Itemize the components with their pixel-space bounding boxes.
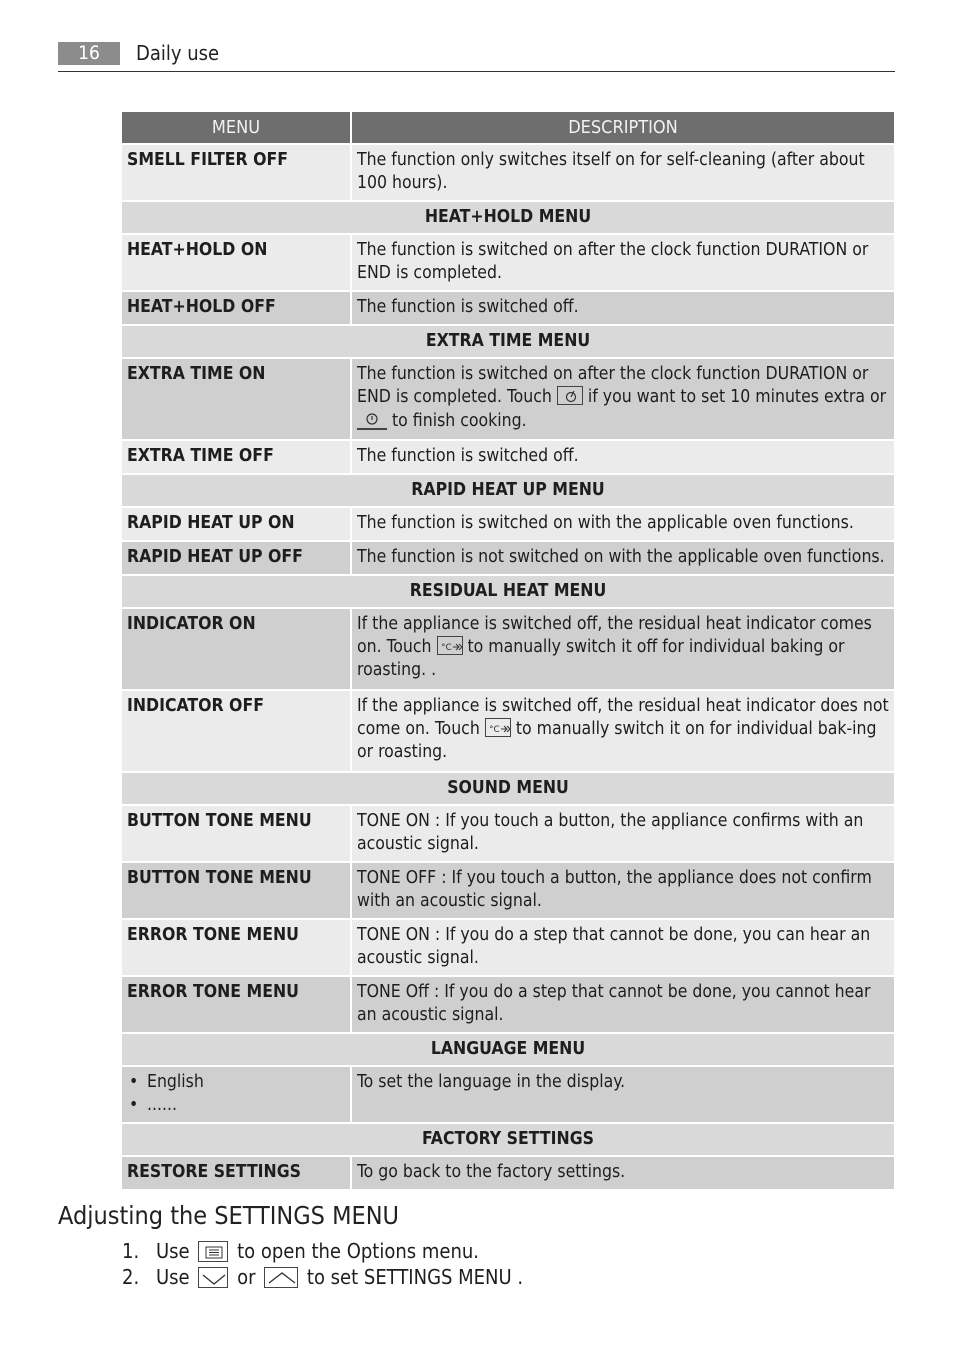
description-text: The function is switched on after the clock function DURATION or END is completed. Touch xyxy=(357,364,869,407)
down-arrow-icon xyxy=(198,1267,228,1288)
description-cell: The function only switches itself on for self-cleaning (after about 100 hours). xyxy=(352,145,894,200)
description-cell: To set the language in the display. xyxy=(352,1067,894,1122)
up-arrow-icon xyxy=(264,1267,298,1288)
table-row xyxy=(122,235,894,290)
table-row xyxy=(122,806,894,861)
description-cell: TONE Off : If you do a step that cannot be done, you cannot hear an acoustic signal. xyxy=(352,977,894,1032)
residual-heat-icon xyxy=(485,718,511,737)
section-heading: LANGUAGE MENU xyxy=(122,1034,894,1065)
menu-cell xyxy=(122,1067,350,1122)
section-row xyxy=(122,202,894,233)
description-cell: The function is switched on with the applicable oven functions. xyxy=(352,508,894,540)
description-cell: To go back to the factory settings. xyxy=(352,1157,894,1189)
menu-cell: ERROR TONE MENU xyxy=(122,977,350,1032)
menu-cell: BUTTON TONE MENU xyxy=(122,806,350,861)
step-text: to set SETTINGS MENU . xyxy=(306,1265,524,1289)
menu-cell: BUTTON TONE MENU xyxy=(122,863,350,918)
list-item xyxy=(122,1238,523,1264)
description-text: to manually switch it off for individual baking or roasting. . xyxy=(357,637,845,680)
menu-cell: INDICATOR OFF xyxy=(122,691,350,771)
section-heading: SOUND MENU xyxy=(122,773,894,804)
section-row xyxy=(122,576,894,607)
menu-cell: RAPID HEAT UP OFF xyxy=(122,542,350,574)
step-text: to open the Options menu. xyxy=(237,1239,479,1263)
options-icon xyxy=(198,1241,228,1262)
table-row xyxy=(122,1067,894,1122)
table-row xyxy=(122,863,894,918)
table-row xyxy=(122,441,894,473)
column-header-menu: MENU xyxy=(122,112,350,143)
menu-cell: HEAT+HOLD ON xyxy=(122,235,350,290)
table-row xyxy=(122,691,894,771)
section-title: Daily use xyxy=(136,41,220,65)
table-row xyxy=(122,977,894,1032)
description-cell: The function is switched off. xyxy=(352,441,894,473)
section-heading: EXTRA TIME MENU xyxy=(122,326,894,357)
description-cell: The function is not switched on with the applicable oven functions. xyxy=(352,542,894,574)
residual-heat-icon xyxy=(437,636,463,655)
step-text: or xyxy=(237,1265,256,1289)
section-heading: RAPID HEAT UP MENU xyxy=(122,475,894,506)
description-text: If the appliance is switched off, the residual heat indicator comes on. Touch xyxy=(357,614,872,657)
svg-text:°C: °C xyxy=(488,725,500,735)
description-cell: TONE OFF : If you touch a button, the appliance does not confirm with an acoustic signal. xyxy=(352,863,894,918)
menu-cell: INDICATOR ON xyxy=(122,609,350,689)
table-row xyxy=(122,292,894,324)
description-cell: The function is switched off. xyxy=(352,292,894,324)
svg-text:°C: °C xyxy=(440,643,452,653)
table-row xyxy=(122,609,894,689)
clock-off-icon xyxy=(357,409,387,430)
list-item: • ...... xyxy=(127,1094,345,1117)
section-row xyxy=(122,773,894,804)
table-row xyxy=(122,508,894,540)
table-row xyxy=(122,145,894,200)
list-item: • English xyxy=(127,1071,345,1094)
column-header-description: DESCRIPTION xyxy=(352,112,894,143)
description-text: to manually switch it on for individual bak-ing or roasting. xyxy=(357,719,877,762)
description-cell xyxy=(352,691,894,771)
section-row xyxy=(122,1034,894,1065)
list-item xyxy=(122,1264,523,1290)
description-cell xyxy=(352,359,894,439)
menu-cell: EXTRA TIME ON xyxy=(122,359,350,439)
table-row xyxy=(122,1157,894,1189)
description-text: if you want to set 10 minutes extra or xyxy=(587,387,887,407)
menu-cell: ERROR TONE MENU xyxy=(122,920,350,975)
table-row xyxy=(122,920,894,975)
menu-cell: RESTORE SETTINGS xyxy=(122,1157,350,1189)
steps-list xyxy=(122,1238,523,1290)
language-list xyxy=(127,1071,345,1117)
section-heading-adjusting: Adjusting the SETTINGS MENU xyxy=(58,1201,399,1230)
step-text: Use xyxy=(156,1265,190,1289)
step-number: 2. xyxy=(122,1265,140,1289)
page-header xyxy=(58,40,895,72)
section-row xyxy=(122,475,894,506)
step-number: 1. xyxy=(122,1239,140,1263)
section-heading: RESIDUAL HEAT MENU xyxy=(122,576,894,607)
section-heading: FACTORY SETTINGS xyxy=(122,1124,894,1155)
table-row xyxy=(122,359,894,439)
menu-cell: EXTRA TIME OFF xyxy=(122,441,350,473)
section-row xyxy=(122,326,894,357)
menu-cell: HEAT+HOLD OFF xyxy=(122,292,350,324)
description-text: If the appliance is switched off, the residual heat indicator does not come on. Touch xyxy=(357,696,889,739)
section-row xyxy=(122,1124,894,1155)
menu-cell: RAPID HEAT UP ON xyxy=(122,508,350,540)
section-heading: HEAT+HOLD MENU xyxy=(122,202,894,233)
page-number: 16 xyxy=(58,42,120,65)
description-cell xyxy=(352,609,894,689)
settings-table xyxy=(120,110,896,1191)
description-cell: TONE ON : If you do a step that cannot be done, you can hear an acoustic signal. xyxy=(352,920,894,975)
description-cell: TONE ON : If you touch a button, the appliance confirms with an acoustic signal. xyxy=(352,806,894,861)
extra-time-icon xyxy=(557,386,583,405)
description-cell: The function is switched on after the clock function DURATION or END is completed. xyxy=(352,235,894,290)
table-row xyxy=(122,542,894,574)
step-text: Use xyxy=(156,1239,190,1263)
menu-cell: SMELL FILTER OFF xyxy=(122,145,350,200)
description-text: to finish cooking. xyxy=(392,411,527,431)
